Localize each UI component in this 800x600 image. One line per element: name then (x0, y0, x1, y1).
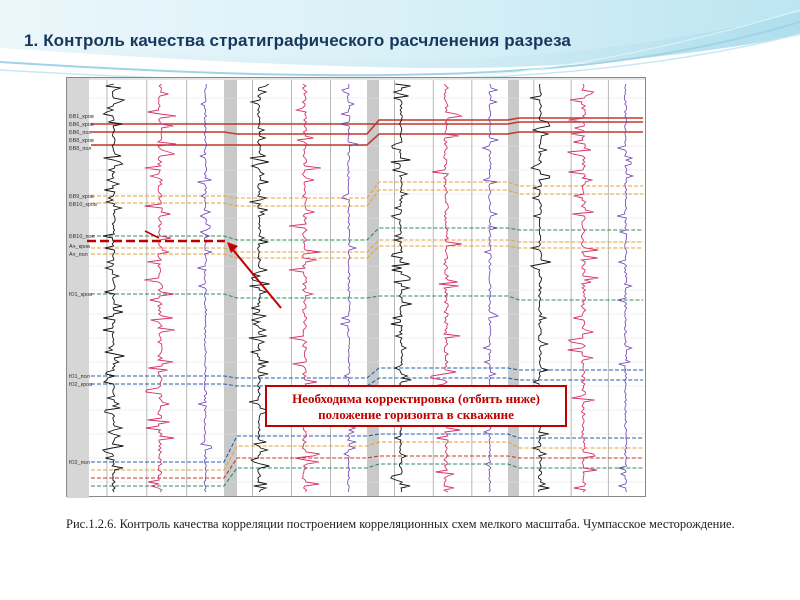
slide-title: 1. Контроль качества стратиграфического расчленения разреза (24, 31, 571, 50)
horizon-label: Ю2_кров (69, 382, 93, 388)
track-gap (224, 80, 237, 496)
horizon-label: Ач_кров (69, 244, 91, 250)
horizon-label: БВ6_кров (69, 122, 94, 128)
horizon-label: БВ10_кров (69, 202, 97, 208)
horizon-label: Ач_пол (69, 252, 88, 258)
well-log-correlation-scheme (67, 78, 647, 498)
horizon-label: Ю1_кров (69, 292, 93, 298)
horizon-label: БВ8_кров (69, 138, 94, 144)
horizon-label: Ю1_пол (69, 374, 90, 380)
horizon-label: БВ10_пол (69, 234, 95, 240)
correction-callout (265, 385, 567, 427)
figure-caption: Рис.1.2.6. Контроль качества корреляции построением корреляционных схем мелкого масштаба. Чумпасское месторождение. (66, 517, 735, 531)
callout-line-1: Необходима корректировка (отбить ниже) (292, 391, 540, 406)
horizon-label: БВ9_кров (69, 194, 94, 200)
horizon-label: БВ6_пол (69, 130, 92, 136)
correlation-scheme-figure (66, 77, 646, 497)
horizon-label: БВ8_пол (69, 146, 92, 152)
track-gap (508, 80, 519, 496)
callout-line-2: положение горизонта в скважине (318, 407, 514, 422)
horizon-label: Ю2_пол (69, 460, 90, 466)
horizon-label: БВ1_кров (69, 114, 94, 120)
